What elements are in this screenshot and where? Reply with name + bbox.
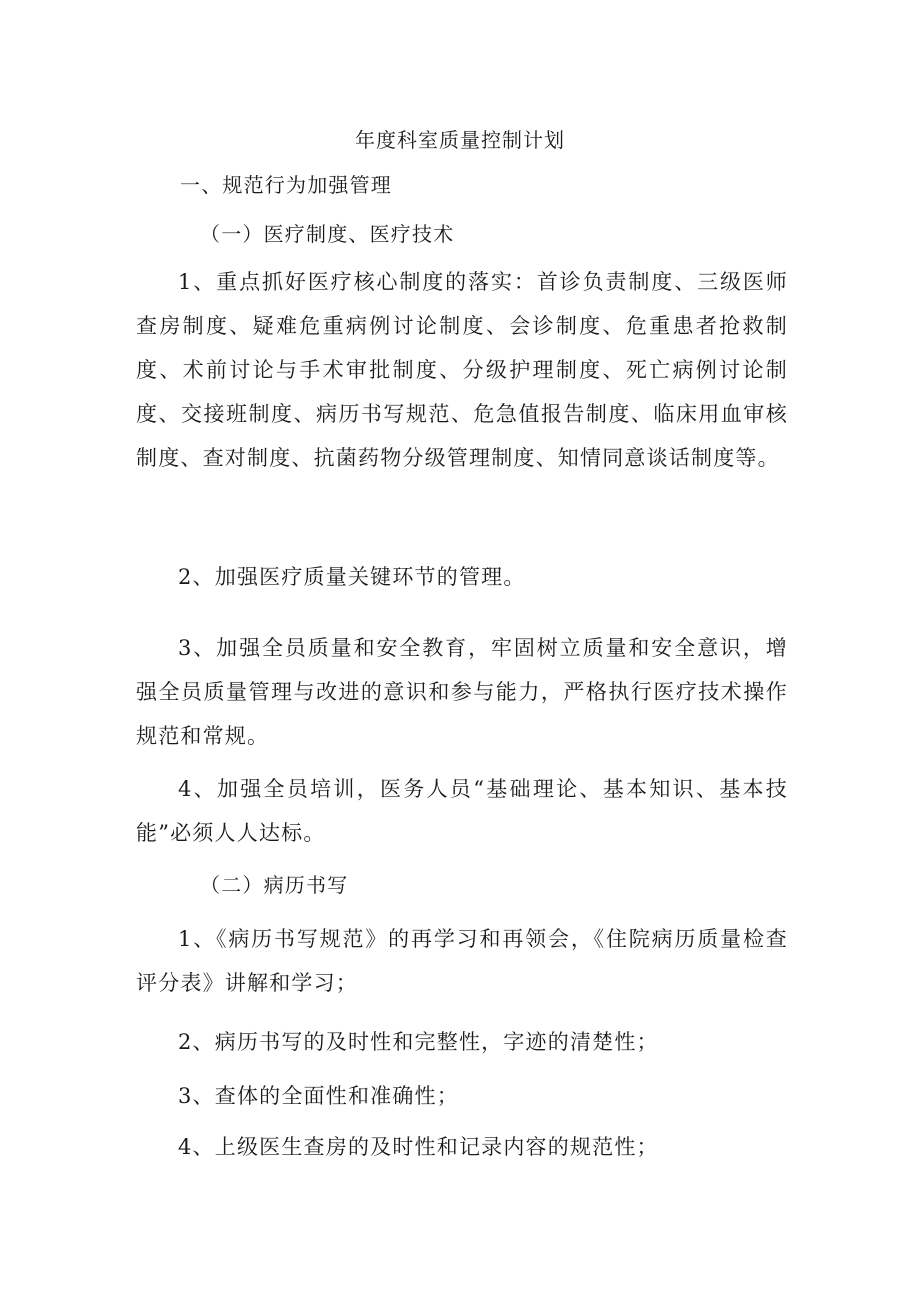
paragraph-1-1: 1、重点抓好医疗核心制度的落实：首诊负责制度、三级医师查房制度、疑难危重病例讨论制度、会诊制度、危重患者抢救制度、术前讨论与手术审批制度、分级护理制度、死亡病例讨论制度、交接班制度、病历书写规范、危急值报告制度、临床用血审核制度、查对制度、抗菌药物分级管理制度、知情同意谈话制度等。 xyxy=(136,270,788,470)
paragraph-1-2: 2、加强医疗质量关键环节的管理。 xyxy=(178,565,526,589)
document-title: 年度科室质量控制计划 xyxy=(355,128,565,152)
section-1-heading: 一、规范行为加强管理 xyxy=(180,173,392,197)
subsection-2-heading: （二）病历书写 xyxy=(200,873,349,897)
subsection-1-heading: （一）医疗制度、医疗技术 xyxy=(200,222,455,246)
paragraph-2-1: 1、《病历书写规范》的再学习和再领会，《住院病历质量检查评分表》讲解和学习； xyxy=(136,927,788,995)
paragraph-2-4: 4、上级医生查房的及时性和记录内容的规范性； xyxy=(178,1135,659,1159)
paragraph-1-4: 4、加强全员培训，医务人员“基础理论、基本知识、基本技能”必须人人达标。 xyxy=(136,777,788,845)
paragraph-1-3: 3、加强全员质量和安全教育，牢固树立质量和安全意识，增强全员质量管理与改进的意识和参与能力，严格执行医疗技术操作规范和常规。 xyxy=(136,636,788,748)
paragraph-2-2: 2、病历书写的及时性和完整性，字迹的清楚性； xyxy=(178,1030,659,1054)
paragraph-2-3: 3、查体的全面性和准确性； xyxy=(178,1084,459,1108)
